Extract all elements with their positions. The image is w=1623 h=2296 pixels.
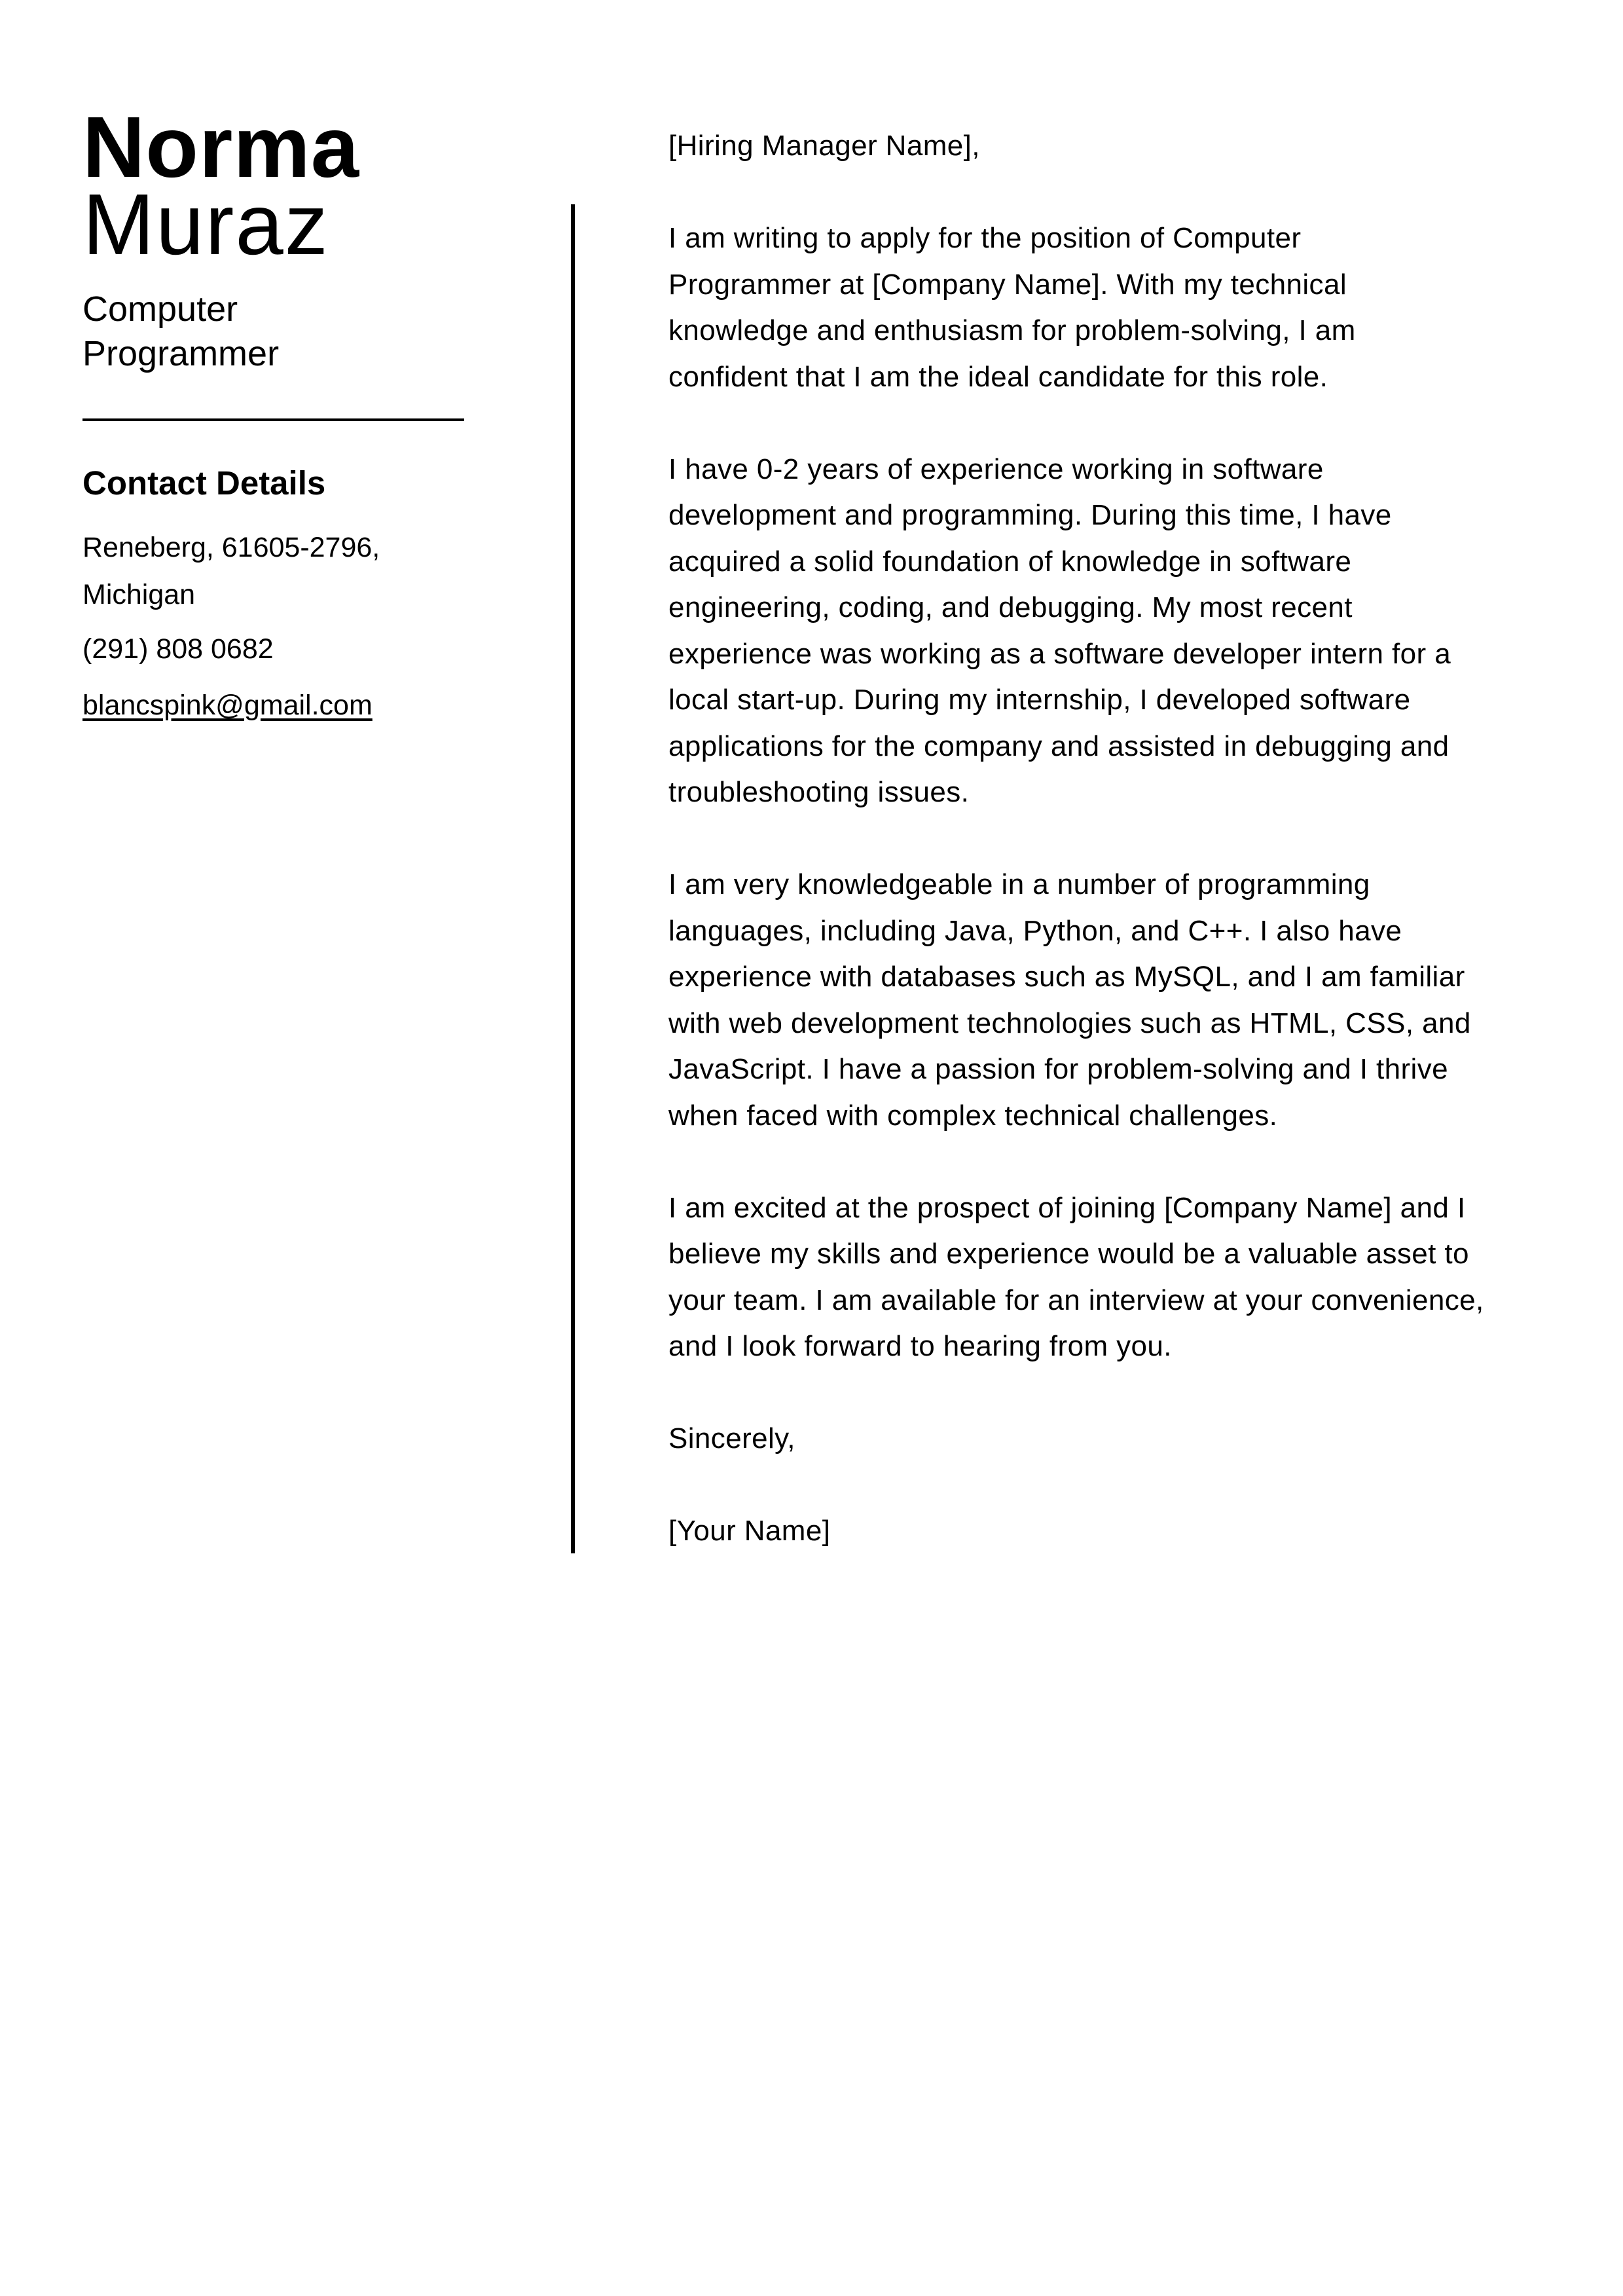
letter-paragraph [668,1185,1520,1370]
last-name: Muraz [82,176,329,272]
paragraph-line: I have 0-2 years of experience working in software [668,453,1324,485]
paragraph-line: experience with databases such as MySQL, and I am familiar [668,961,1465,993]
paragraph-line: Programmer at [Company Name]. With my technical [668,268,1347,301]
letter-body [668,123,1520,1601]
letter-paragraph [668,447,1520,816]
job-title-line: Computer [82,289,238,329]
contact-heading: Contact Details [82,464,326,502]
paragraph-line: with web development technologies such as HTML, CSS, and [668,1007,1471,1039]
letter-paragraph [668,862,1520,1139]
salutation [668,123,1520,170]
salutation-text: [Hiring Manager Name], [668,130,980,162]
paragraph-line: when faced with complex technical challenges. [668,1099,1278,1132]
paragraph-line: local start-up. During my internship, I developed software [668,684,1411,716]
paragraph-line: believe my skills and experience would be a valuable asset to [668,1238,1469,1270]
signature-text: [Your Name] [668,1515,831,1547]
closing-text: Sincerely, [668,1422,795,1454]
paragraph-line: development and programming. During this time, I have [668,499,1392,531]
paragraph-line: I am very knowledgeable in a number of programming [668,868,1370,900]
paragraph-line: engineering, coding, and debugging. My most recent [668,591,1353,623]
paragraph-line: confident that I am the ideal candidate for this role. [668,360,1328,393]
address-line: Michigan [82,579,196,610]
closing [668,1416,1520,1462]
first-name: Norma [82,99,360,195]
job-title-line: Programmer [82,334,280,373]
paragraph-line: troubleshooting issues. [668,776,970,808]
paragraph-line: knowledge and enthusiasm for problem-solving, I am [668,314,1356,346]
vertical-divider [571,204,575,1553]
address-line: Reneberg, 61605-2796, [82,532,380,563]
letter-paragraph [668,215,1520,400]
paragraph-line: experience was working as a software developer intern for a [668,637,1451,670]
paragraph-line: acquired a solid foundation of knowledge in software [668,545,1352,578]
paragraph-line: JavaScript. I have a passion for problem-solving and I thrive [668,1053,1448,1085]
divider [82,418,464,421]
phone: (291) 808 0682 [82,633,274,665]
paragraph-line: I am excited at the prospect of joining [Company Name] and I [668,1191,1466,1224]
address [82,524,380,618]
paragraph-line: and I look forward to hearing from you. [668,1330,1172,1362]
job-title [82,287,279,376]
paragraph-line: I am writing to apply for the position of Computer [668,222,1302,254]
signature [668,1508,1520,1555]
paragraph-line: your team. I am available for an interview at your convenience, [668,1284,1484,1316]
paragraph-line: languages, including Java, Python, and C++. I also have [668,914,1402,947]
email-link[interactable]: blancspink@gmail.com [82,690,373,721]
paragraph-line: applications for the company and assisted in debugging and [668,730,1450,762]
